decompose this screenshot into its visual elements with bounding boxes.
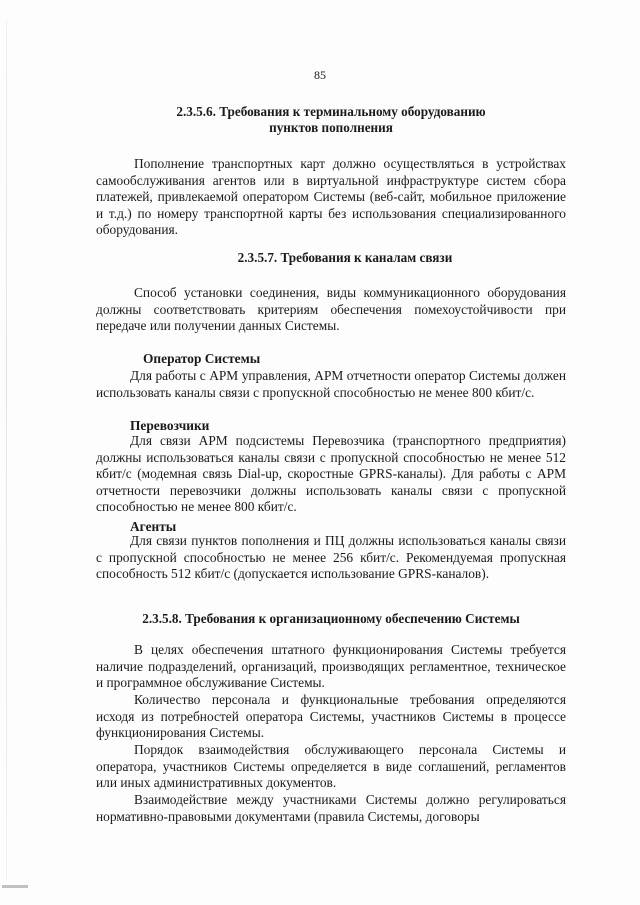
- paragraph: Способ установки соединения, виды коммуникационного оборудования должны соответствовать критериям обеспечения помехоустойчивости при передаче или получении данных Системы.: [96, 285, 566, 334]
- subheading-operator: Оператор Системы: [143, 351, 261, 366]
- page-number: 85: [314, 68, 326, 82]
- section-heading-2-3-5-7: 2.3.5.7. Требования к каналам связи: [237, 250, 453, 265]
- paragraph: [96, 533, 566, 583]
- paragraph-text: Для работы с АРМ управления, АРМ отчетности оператор Системы должен использовать каналы связи с пропускной способностью не менее 800 кбит/с.: [96, 368, 566, 400]
- scan-mark: [2, 885, 28, 888]
- paragraph: В целях обеспечения штатного функционирования Системы требуется наличие подразделений, организаций, производящих регламентное, техническое и программное обслуживание Системы.: [96, 642, 566, 691]
- paragraph: [96, 433, 566, 516]
- paragraph: Взаимодействие между участниками Системы должно регулироваться нормативно-правовыми документами (правила Системы, договоры: [96, 792, 566, 824]
- subheading-carriers: Перевозчики: [130, 418, 210, 433]
- section-heading-2-3-5-6: [96, 104, 566, 136]
- paragraph: Количество персонала и функциональные требования определяются исходя из потребностей оператора Системы, участников Системы в процессе функционирования Системы.: [96, 692, 566, 741]
- paragraph: Пополнение транспортных карт должно осуществляться в устройствах самообслуживания агентов или в виртуальной инфраструктуре систем сбора платежей, привлекаемой оператором Системы (веб-сайт, мобильное приложение и т.д.) по номеру транспортной карты без использования специализированного оборудования.: [96, 156, 566, 238]
- paragraph: Порядок взаимодействия обслуживающего персонала Системы и оператора, участников Системы определяется в виде соглашений, регламентов или иных административных документов.: [96, 742, 566, 791]
- paragraph: [96, 368, 566, 401]
- subheading-agents: Агенты: [130, 519, 177, 534]
- paragraph-text: Для связи пунктов пополнения и ПЦ должны использоваться каналы связи с пропускной способностью не менее 256 кбит/с. Рекомендуемая пропускная способность 512 кбит/с (допускается использование GPRS-каналов).: [96, 533, 566, 582]
- scan-edge: [6, 20, 7, 880]
- heading-line: пунктов пополнения: [269, 120, 393, 135]
- paragraph-text: Для связи АРМ подсистемы Перевозчика (транспортного предприятия) должны использоваться каналы связи с пропускной способностью не менее 512 кбит/с (модемная связь Dial-up, скоростные GPRS-каналы). Для работы с АРМ отчетности перевозчики должны использовать каналы связи с пропускной способностью не менее 800 кбит/с.: [96, 433, 566, 515]
- heading-line: 2.3.5.6. Требования к терминальному оборудованию: [176, 104, 486, 119]
- section-heading-2-3-5-8: 2.3.5.8. Требования к организационному обеспечению Системы: [142, 611, 520, 626]
